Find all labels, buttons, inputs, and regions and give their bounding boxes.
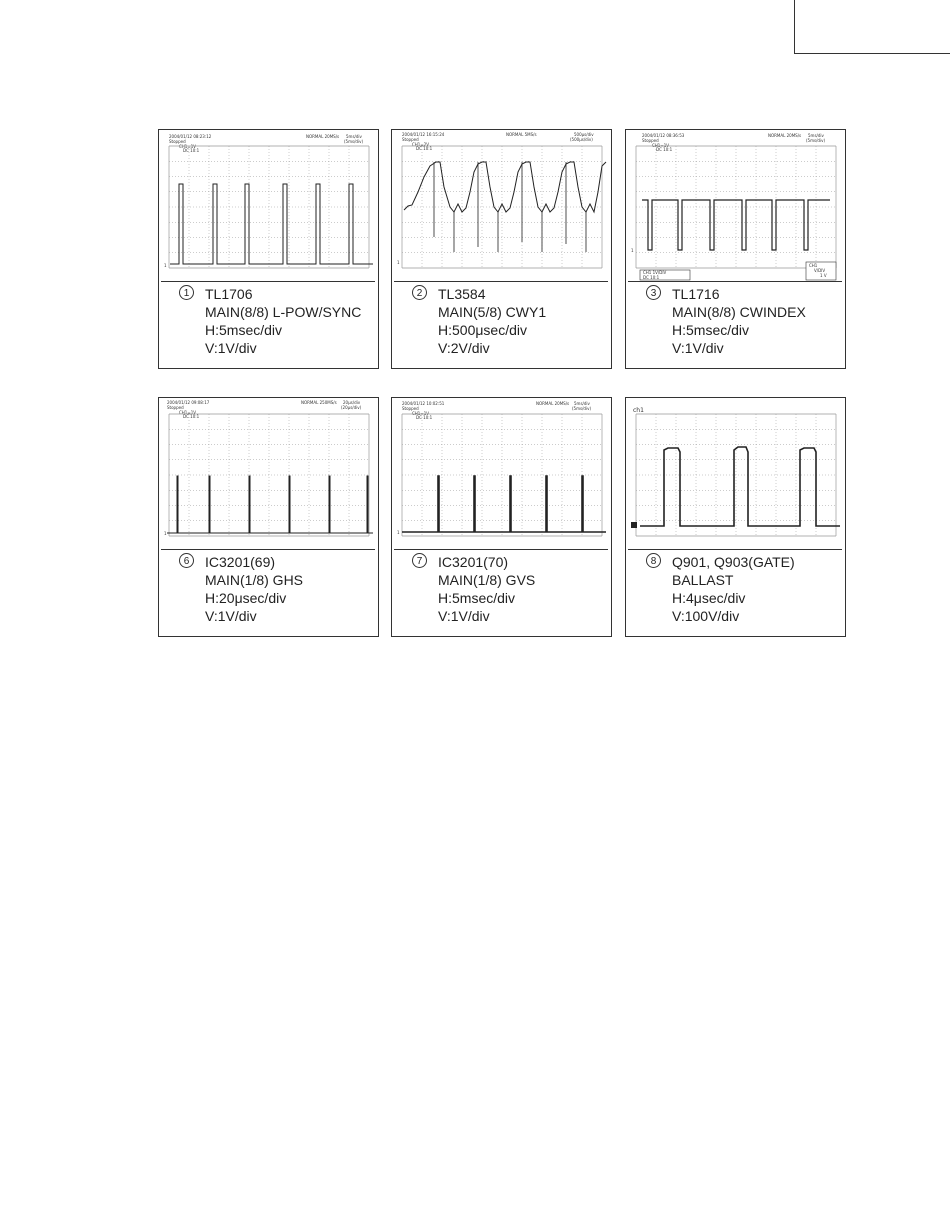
vdiv-info-text-3: 1 V bbox=[820, 273, 827, 278]
oscilloscope-screen bbox=[394, 400, 608, 550]
scope-header bbox=[402, 401, 591, 420]
scope-channel: CH1=1V bbox=[412, 411, 429, 416]
scope-timebase: 5ms/div bbox=[346, 134, 362, 139]
ground-marker: 1 bbox=[631, 248, 634, 253]
signal-name: MAIN(1/8) GHS bbox=[205, 572, 304, 588]
scope-timebase: 5ms/div bbox=[574, 401, 590, 406]
waveform-panel-1 bbox=[158, 129, 379, 369]
ground-marker-icon bbox=[631, 522, 637, 528]
scope-svg bbox=[394, 132, 608, 281]
scope-coupling: DC 10:1 bbox=[656, 147, 673, 152]
scope-grid bbox=[402, 414, 602, 536]
waveform-panel-8 bbox=[625, 397, 846, 637]
circled-number: 2 bbox=[412, 285, 427, 300]
waveform-trace bbox=[167, 476, 373, 533]
scope-state: Stopped bbox=[402, 137, 419, 142]
waveform-trace bbox=[170, 184, 373, 264]
oscilloscope-screen bbox=[628, 132, 842, 282]
vertical-scale: V:1V/div bbox=[205, 608, 257, 624]
scope-timebase: 500μs/div bbox=[574, 132, 594, 137]
scope-state: Stopped bbox=[402, 406, 419, 411]
scope-timebase-2: (20μs/div) bbox=[341, 405, 362, 410]
page-corner-box bbox=[794, 0, 950, 54]
scope-coupling: DC 10:1 bbox=[416, 146, 433, 151]
scope-coupling: DC 10:1 bbox=[183, 148, 200, 153]
vertical-scale: V:2V/div bbox=[438, 340, 490, 356]
scope-channel: CH1=1V bbox=[652, 143, 669, 148]
scope-mode: NORMAL 20MS/s bbox=[536, 401, 570, 406]
oscilloscope-screen bbox=[161, 132, 375, 282]
scope-mode: NORMAL 20MS/s bbox=[768, 133, 802, 138]
scope-svg bbox=[161, 132, 375, 281]
scope-channel-label: ch1 bbox=[633, 407, 644, 414]
scope-header bbox=[169, 134, 363, 153]
vdiv-info-text: CH1 bbox=[809, 263, 818, 268]
vertical-scale: V:1V/div bbox=[205, 340, 257, 356]
test-point: TL1706 bbox=[205, 286, 253, 302]
test-point: TL1716 bbox=[672, 286, 720, 302]
scope-timebase-2: (5ms/div) bbox=[344, 139, 364, 144]
vertical-scale: V:1V/div bbox=[438, 608, 490, 624]
scope-timebase-2: (500μs/div) bbox=[570, 137, 593, 142]
circled-number: 3 bbox=[646, 285, 661, 300]
horizontal-scale: H:5msec/div bbox=[672, 322, 750, 338]
circled-number: 7 bbox=[412, 553, 427, 568]
channel-info-text-2: DC 10:1 bbox=[643, 275, 660, 280]
ground-marker: 1 bbox=[397, 260, 400, 265]
signal-name: MAIN(1/8) GVS bbox=[438, 572, 536, 588]
oscilloscope-screen bbox=[628, 400, 842, 550]
circled-number: 1 bbox=[179, 285, 194, 300]
scope-svg bbox=[161, 400, 375, 549]
horizontal-scale: H:20μsec/div bbox=[205, 590, 287, 606]
scope-channel: CH1=2V bbox=[412, 142, 429, 147]
scope-date: 2004/01/12 08:36:53 bbox=[642, 133, 685, 138]
ground-marker: 1 bbox=[164, 263, 167, 268]
scope-coupling: DC 10:1 bbox=[183, 414, 200, 419]
signal-name: MAIN(8/8) L-POW/SYNC bbox=[205, 304, 362, 320]
panel-caption bbox=[412, 285, 607, 357]
scope-grid bbox=[169, 414, 369, 536]
scope-header bbox=[402, 132, 594, 151]
scope-mode: NORMAL 20MS/s bbox=[306, 134, 340, 139]
scope-timebase-2: (5ms/div) bbox=[806, 138, 826, 143]
waveform-trace bbox=[640, 447, 840, 526]
scope-header bbox=[642, 133, 825, 152]
channel-info-text: CH1 1V/DIV bbox=[643, 270, 667, 275]
scope-svg bbox=[628, 132, 842, 281]
scope-state: Stopped bbox=[169, 139, 186, 144]
test-point: Q901, Q903(GATE) bbox=[672, 554, 795, 570]
scope-state: Stopped bbox=[167, 405, 184, 410]
oscilloscope-screen bbox=[394, 132, 608, 282]
scope-date: 2004/01/12 16:15:24 bbox=[402, 132, 445, 137]
scope-mode: NORMAL 5MS/s bbox=[506, 132, 537, 137]
scope-grid bbox=[636, 414, 836, 536]
waveform-panel-2 bbox=[391, 129, 612, 369]
waveform-panel-7 bbox=[391, 397, 612, 637]
scope-date: 2004/01/12 10:02:51 bbox=[402, 401, 445, 406]
scope-grid bbox=[169, 146, 369, 268]
scope-date: 2004/01/12 09:08:17 bbox=[167, 400, 210, 405]
horizontal-scale: H:5msec/div bbox=[205, 322, 283, 338]
scope-date: 2004/01/12 08:23:12 bbox=[169, 134, 212, 139]
scope-channel: CH1=1V bbox=[179, 144, 196, 149]
signal-name: MAIN(5/8) CWY1 bbox=[438, 304, 547, 320]
ground-marker: 1 bbox=[164, 531, 167, 536]
panel-caption bbox=[646, 285, 841, 357]
scope-svg bbox=[394, 400, 608, 549]
scope-timebase: 20μs/div bbox=[343, 400, 361, 405]
panel-caption bbox=[412, 553, 607, 625]
scope-state: Stopped bbox=[642, 138, 659, 143]
scope-svg bbox=[628, 400, 842, 549]
horizontal-scale: H:5msec/div bbox=[438, 590, 516, 606]
scope-channel: CH1=1V bbox=[179, 410, 196, 415]
signal-name: BALLAST bbox=[672, 572, 734, 588]
scope-timebase: 5ms/div bbox=[808, 133, 824, 138]
horizontal-scale: H:500μsec/div bbox=[438, 322, 527, 338]
vertical-scale: V:100V/div bbox=[672, 608, 740, 624]
test-point: IC3201(69) bbox=[205, 554, 276, 570]
scope-timebase-2: (5ms/div) bbox=[572, 406, 592, 411]
test-point: IC3201(70) bbox=[438, 554, 509, 570]
oscilloscope-screen bbox=[161, 400, 375, 550]
panel-caption bbox=[179, 285, 374, 357]
vdiv-info-text-2: V/DIV bbox=[814, 268, 826, 273]
waveform-trace bbox=[402, 476, 606, 532]
scope-header bbox=[167, 400, 362, 419]
scope-mode: NORMAL 250MS/s bbox=[301, 400, 337, 405]
signal-name: MAIN(8/8) CWINDEX bbox=[672, 304, 806, 320]
scope-coupling: DC 10:1 bbox=[416, 415, 433, 420]
horizontal-scale: H:4μsec/div bbox=[672, 590, 746, 606]
waveform-panel-3 bbox=[625, 129, 846, 369]
vertical-scale: V:1V/div bbox=[672, 340, 724, 356]
test-point: TL3584 bbox=[438, 286, 486, 302]
waveform-panel-6 bbox=[158, 397, 379, 637]
panel-caption bbox=[179, 553, 374, 625]
ground-marker: 1 bbox=[397, 530, 400, 535]
circled-number: 6 bbox=[179, 553, 194, 568]
panel-caption bbox=[646, 553, 841, 625]
circled-number: 8 bbox=[646, 553, 661, 568]
